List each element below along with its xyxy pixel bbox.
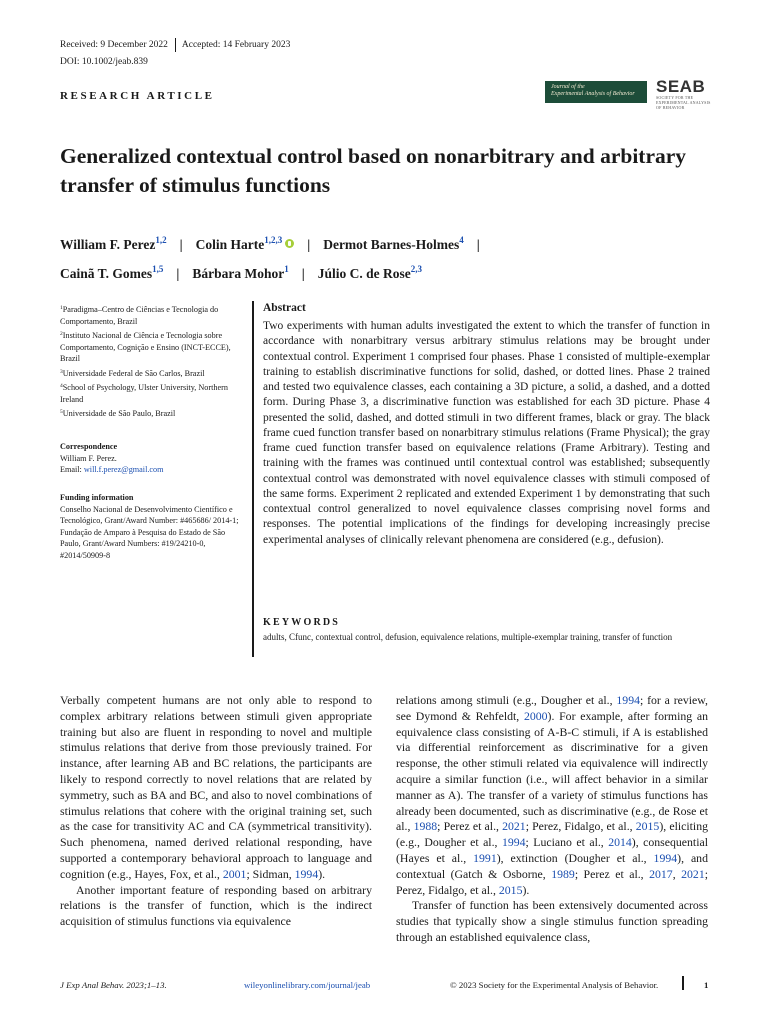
citation-link[interactable]: 1994 [653,850,678,865]
citation-link[interactable]: 2000 [523,708,548,723]
article-title: Generalized contextual control based on nonarbitrary and arbitrary transfer of stimulus functions [60,144,687,197]
author-affiliation-ref[interactable]: 1 [284,264,289,274]
citation-link[interactable]: 2017 [649,866,673,881]
article-dates [60,38,290,52]
correspondence [60,441,240,476]
page-number: 1 [704,980,709,990]
citation-link[interactable]: 1991 [473,850,497,865]
author-affiliation-ref[interactable]: 1,2 [155,235,167,245]
affiliation-item: $^2$Instituto Nacional de Ciência e Tecnologia sobre Comportamento, Cognição e Ensino (INCT-ECCE), Brazil [60,331,231,363]
author-name[interactable]: Colin Harte [195,237,265,252]
body-column-right [396,693,708,946]
funding-information [60,492,240,561]
citation-link[interactable]: 2014 [608,835,632,850]
funding-heading: Funding information [60,493,134,502]
correspondence-heading: Correspondence [60,442,118,451]
author-affiliation-ref[interactable]: 4 [459,235,464,245]
author-affiliation-ref[interactable]: 1,5 [152,264,164,274]
body-paragraph: relations among stimuli (e.g., Dougher et al., 1994; for a review, see Dymond & Rehfeldt, 2000). For example, after forming an equivalence class consisting of A-B-C stimuli, if A is established via differential reinforcement as discriminative for a given response, the other stimuli related via equivalence will indirectly acquire a similar function (i.e., will affect behavior in a similar manner as A). The transfer of a variety of stimulus functions has already been documented, such as discriminative (e.g., de Rose et al., 1988; Perez et al., 2021; Perez, Fidalgo, et al., 2015), eliciting (e.g., Dougher et al., 1994; Luciano et al., 2014), consequential (Hayes et al., 1991), extinction (Dougher et al., 1994), and contextual (Gatch & Osborne, 1989; Perez et al., 2017, 2021; Perez, Fidalgo, et al., 2015). [396,693,709,897]
abstract-divider [252,301,254,657]
affiliation-item: $^1$Paradigma–Centro de Ciências e Tecnologia do Comportamento, Brazil [60,305,219,326]
article-type: RESEARCH ARTICLE [60,90,215,102]
author-name[interactable]: William F. Perez [60,237,156,252]
affiliation-item: $^3$Universidade Federal de São Carlos, Brazil [60,368,205,378]
citation-link[interactable]: 2021 [681,866,705,881]
citation-link[interactable]: 1994 [616,693,640,707]
citation-link[interactable]: 1994 [501,835,526,850]
affiliations [60,303,240,420]
author-name[interactable]: Cainã T. Gomes [60,266,153,281]
society-logo[interactable]: SEAB SOCIETY FOR THE EXPERIMENTAL ANALYSIS OF BEHAVIOR [656,77,711,110]
correspondence-email-row: Email: will.f.perez@gmail.com [60,465,164,474]
affiliation-item: $^5$Universidade de São Paulo, Brazil [60,409,176,418]
author-list [60,228,720,286]
funding-text: Conselho Nacional de Desenvolvimento Científico e Tecnológico, Grant/Award Number: #465686/ 2014-1; Fundação de Amparo à Pesquisa do Estado de São Paulo, Grant/Award Numbers: #19/24210-0, #2014/50909-8 [60,504,239,560]
footer-citation: J Exp Anal Behav. 2023;1–13. [60,980,167,990]
body-paragraph: Another important feature of responding based on arbitrary relations is the transfer of function, which is the indirect acquisition of stimulus functions via equivalence [60,882,372,929]
date-divider [175,38,176,52]
correspondence-name: William F. Perez. [60,453,117,463]
body-paragraph: Transfer of function has been extensively documented across studies that typically show a single stimulus function spreading through an established equivalence class, [396,898,708,944]
citation-link[interactable]: 1994 [294,866,319,881]
orcid-icon[interactable] [285,239,294,248]
author-name[interactable]: Bárbara Mohor [192,266,285,281]
received-date: Received: 9 December 2022 [60,40,168,51]
abstract-heading: Abstract [263,302,306,314]
body-column-left [60,693,372,930]
affiliation-item: $^4$School of Psychology, Ulster University, Northern Ireland [60,383,228,404]
author-line-2: Cainã T. Gomes$^{1,5}$ | Bárbara Mohor$^1$ | Júlio C. de Rose$^{2,3}$ [60,264,422,281]
doi[interactable]: DOI: 10.1002/jeab.839 [60,57,148,67]
citation-link[interactable]: 2015 [498,882,523,897]
author-affiliation-ref[interactable]: 1,2,3 [264,235,283,245]
footer-divider [682,976,684,990]
citation-link[interactable]: 1989 [551,866,575,881]
author-name[interactable]: Dermot Barnes-Holmes [323,237,460,252]
author-name[interactable]: Júlio C. de Rose [317,266,411,281]
abstract-text: Two experiments with human adults investigated the extent to which the transfer of function in accordance with nonarbitrary versus arbitrary stimulus relations may be brought under contextual control. Experiment 1 comprised four phases. Phase 1 consisted of multiple-exemplar training to establish discriminative functions for solid, dashed, or dotted lines. Phase 2 trained and tested two equivalence classes, each containing a 3D picture, a solid, a dashed, and a dotted form. During Phase 3, a discriminative function was established for each 3D picture. Phase 4 presented the solid, dashed, and dotted stimuli in two different frames, black or gray. The black frame cued function transfer based on nonarbitrary stimulus relations (Frame Physical); the gray frame cued function transfer based on equivalence relations (Frame Arbitrary). Testing and training with the frames was continued until contextual control was established; subsequently contextual control was demonstrated with novel equivalence classes with stimuli composed of the same forms. Experiment 2 replicated and extended Experiment 1 by demonstrating that such contextual control generalized to novel equivalence classes comprising novel forms and responses. The potential implications of the findings for developing increasingly precise experimental analyses of clinically relevant phenomena are considered (e.g., defusion). [263,320,710,546]
keywords-heading: KEYWORDS [263,617,341,628]
journal-logo[interactable]: Journal of the Experimental Analysis of Behavior [545,81,647,103]
citation-link[interactable]: 1988 [413,819,438,834]
citation-link[interactable]: 2001 [222,866,247,881]
body-paragraph: Verbally competent humans are not only able to respond to complex arbitrary relations between stimuli given appropriate training but also are fluent in responding to novel and multiple stimulus relations that derive from those previously trained. For instance, after learning AB and BC relations, the participants are likely to respond correctly to novel relations that are related by symmetry, such as BA and BC, and also to novel combinations of stimulus relations that cohere with the original training set, such as the case for transitivity AC and CA (symmetrical transitivity). Such phenomena, named derived relational responding, have supported a contemporary behavioral approach to language and cognition (e.g., Hayes, Fox, et al., 2001; Sidman, 1994). [60,693,372,881]
accepted-date: Accepted: 14 February 2023 [181,40,291,51]
email-link[interactable]: will.f.perez@gmail.com [83,465,164,474]
citation-link[interactable]: 2015 [635,819,660,834]
author-line-1: William F. Perez$^{1,2}$ | Colin Harte$^{1,2,3}$ | Dermot Barnes-Holmes$^4$ | [60,235,480,252]
citation-link[interactable]: 2021 [502,819,526,834]
author-affiliation-ref[interactable]: 2,3 [410,264,422,274]
keywords-text: adults, Cfunc, contextual control, defusion, equivalence relations, multiple-exemplar training, transfer of function [263,632,673,642]
footer-copyright: © 2023 Society for the Experimental Analysis of Behavior. [450,980,659,990]
footer-journal-url[interactable]: wileyonlinelibrary.com/journal/jeab [244,980,371,990]
